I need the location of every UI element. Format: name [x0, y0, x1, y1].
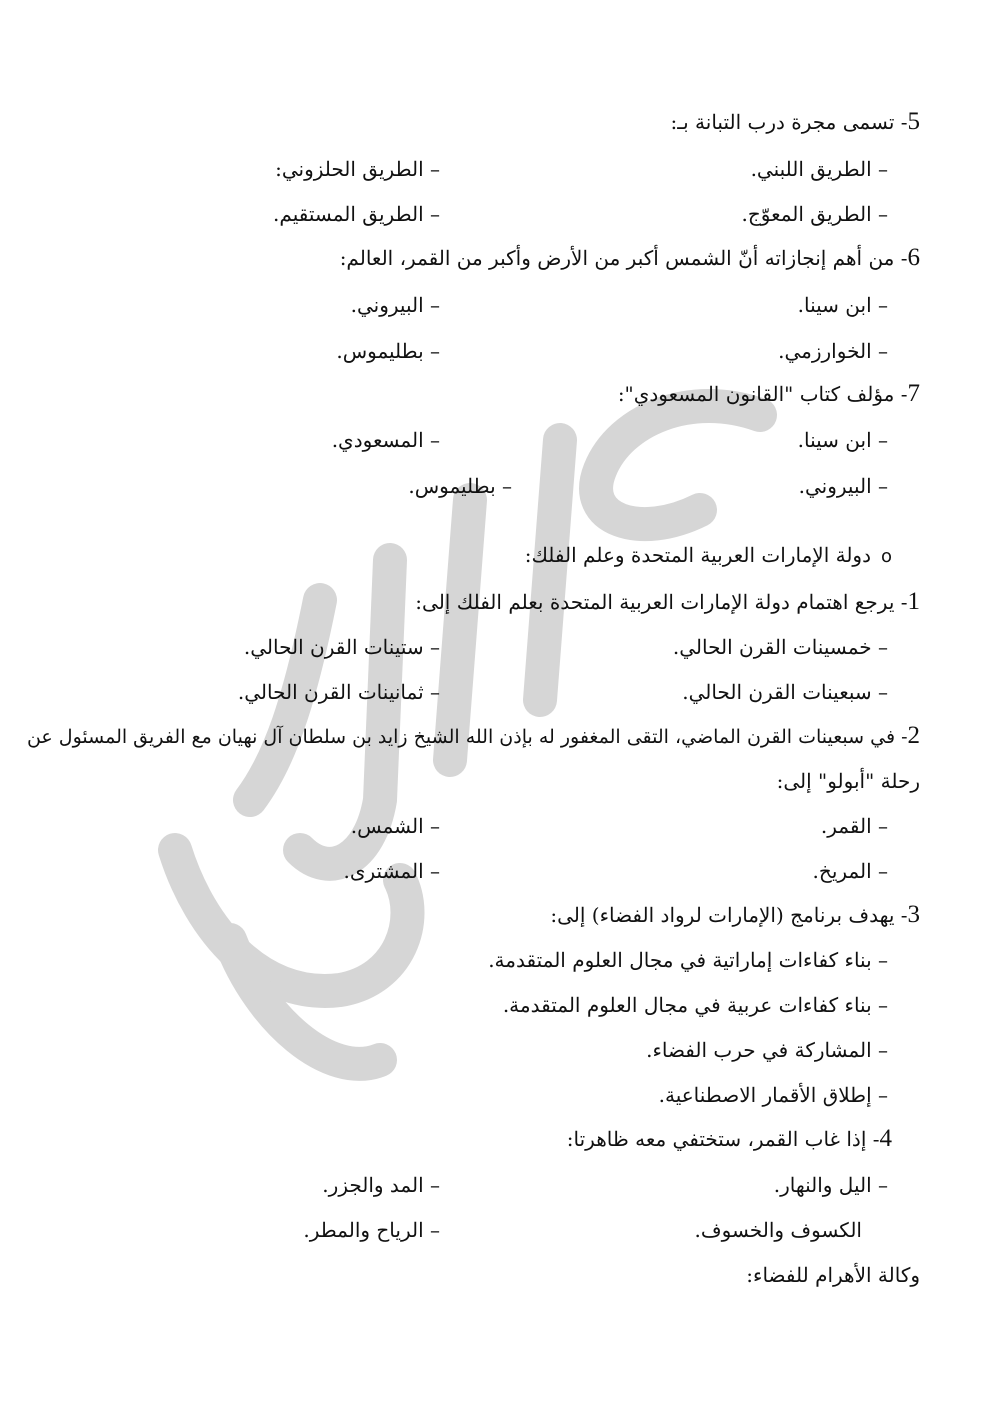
question-7 — [618, 380, 920, 408]
option: – بطليموس. — [408, 474, 512, 498]
option: – المشترى. — [343, 859, 440, 883]
question-text: - يهدف برنامج (الإمارات لرواد الفضاء) إلى: — [550, 903, 908, 927]
footer-heading: وكالة الأهرام للفضاء: — [746, 1263, 920, 1287]
option: – بناء كفاءات عربية في مجال العلوم المتقدمة. — [502, 993, 888, 1017]
option: – ابن سينا. — [797, 428, 888, 452]
question-text-continued: رحلة "أبولو" إلى: — [776, 769, 920, 793]
question-uae-3 — [550, 901, 920, 929]
option: – البيروني. — [798, 474, 888, 498]
bullet-icon: o — [880, 546, 892, 567]
question-text: - من أهم إنجازاته أنّ الشمس أكبر من الأرض وأكبر من القمر، العالم: — [339, 246, 908, 270]
question-text: - يرجع اهتمام دولة الإمارات العربية المتحدة بعلم الفلك إلى: — [415, 590, 908, 614]
watermark-stroke — [230, 940, 380, 1064]
question-number: 3 — [907, 901, 920, 928]
option: – المد والجزر. — [322, 1173, 440, 1197]
option: – المريخ. — [812, 859, 888, 883]
option: – ثمانينات القرن الحالي. — [237, 680, 440, 704]
option: – القمر. — [820, 814, 888, 838]
question-text: - تسمى مجرة درب التبانة بـ: — [670, 110, 908, 134]
option: – المشاركة في حرب الفضاء. — [646, 1038, 888, 1062]
question-number: 7 — [907, 380, 920, 407]
section-heading — [525, 541, 892, 571]
option: – ستينات القرن الحالي. — [243, 635, 440, 659]
question-text: - إذا غاب القمر، ستختفي معه ظاهرتا: — [566, 1127, 880, 1151]
option: – الطريق الحلزوني: — [275, 157, 440, 181]
watermark-stroke — [450, 500, 470, 760]
question-uae-2 — [26, 722, 920, 751]
option: الكسوف والخسوف. — [694, 1218, 862, 1242]
option: – اليل والنهار. — [773, 1173, 888, 1197]
question-uae-1 — [415, 588, 920, 616]
question-number: 2 — [907, 722, 920, 749]
question-number: 6 — [907, 244, 920, 271]
question-uae-4 — [567, 1125, 892, 1153]
watermark-stroke — [596, 406, 760, 524]
section-title: دولة الإمارات العربية المتحدة وعلم الفلك: — [524, 543, 871, 567]
question-number: 5 — [907, 108, 920, 135]
question-text: - في سبعينات القرن الماضي، التقى المغفور له بإذن الله الشيخ زايد بن سلطان آل نهيان مع الفريق المسئول عن — [26, 726, 908, 748]
question-number: 4 — [879, 1125, 892, 1152]
question-6 — [340, 244, 920, 272]
option: – بطليموس. — [336, 339, 440, 363]
option: – ابن سينا. — [797, 293, 888, 317]
option: – الطريق اللبني. — [750, 157, 888, 181]
question-5 — [671, 108, 920, 136]
option: – الطريق المستقيم. — [273, 202, 440, 226]
option: – إطلاق الأقمار الاصطناعية. — [658, 1083, 888, 1107]
option: – البيروني. — [350, 293, 440, 317]
option: – الرياح والمطر. — [303, 1218, 440, 1242]
option: – المسعودي. — [331, 428, 440, 452]
option: – خمسينات القرن الحالي. — [672, 635, 888, 659]
option: – الخوارزمي. — [778, 339, 888, 363]
question-text: - مؤلف كتاب "القانون المسعودي": — [617, 382, 908, 406]
option: – الطريق المعوّج. — [741, 202, 888, 226]
question-number: 1 — [907, 588, 920, 615]
option: – سبعينات القرن الحالي. — [682, 680, 888, 704]
option: – بناء كفاءات إماراتية في مجال العلوم المتقدمة. — [488, 948, 888, 972]
option: – الشمس. — [350, 814, 440, 838]
